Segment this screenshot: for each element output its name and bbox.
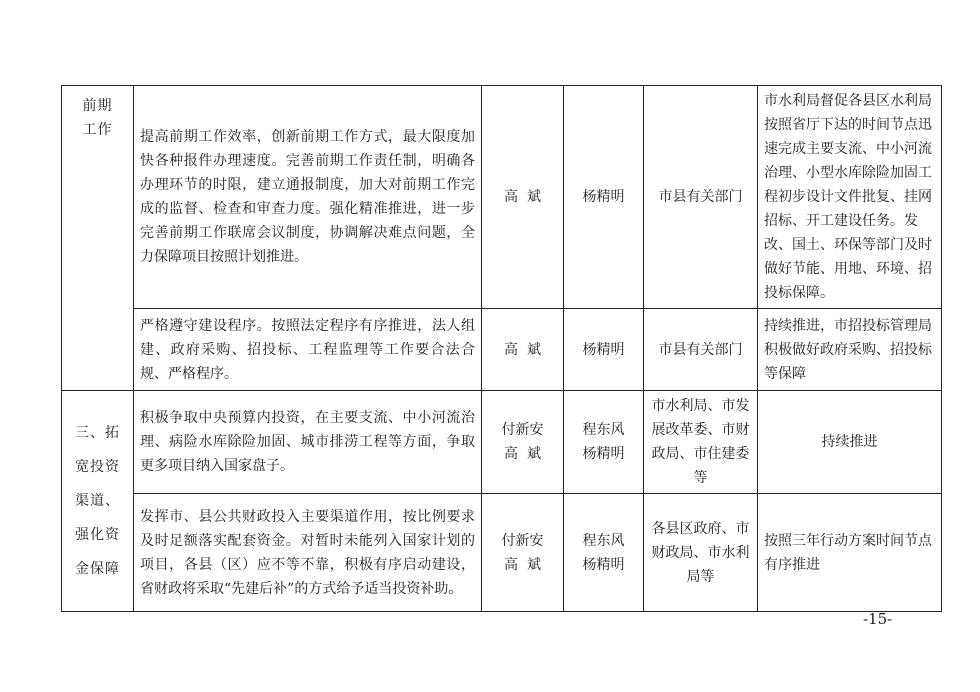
- content-cell: 严格遵守建设程序。按照法定程序有序推进，法人组建、政府采购、招投标、工程监理等工作要合法合规、严格程序。: [134, 309, 482, 391]
- notes-cell: 持续推进: [758, 391, 942, 494]
- page-number: -15-: [863, 610, 893, 628]
- leader-cell: 付新安 高 斌: [482, 494, 564, 612]
- content-cell: 提高前期工作效率，创新前期工作方式，最大限度加快各种报件办理速度。完善前期工作责任制，明确各办理环节的时限，建立通报制度，加大对前期工作完成的监督、检查和审查力度。强化精准推进，进一步完善前期工作联席会议制度，协调解决难点问题，全力保障项目按照计划推进。: [134, 86, 482, 309]
- department-cell: 市县有关部门: [644, 309, 758, 391]
- category-cell: 三、拓宽投资渠道、强化资金保障: [62, 391, 134, 612]
- leader-cell: 高 斌: [482, 309, 564, 391]
- responsible-cell: 程东风 杨精明: [564, 494, 644, 612]
- notes-cell: 按照三年行动方案时间节点有序推进: [758, 494, 942, 612]
- responsible-cell: 程东风 杨精明: [564, 391, 644, 494]
- table-row: [62, 309, 942, 391]
- task-table: [61, 85, 942, 612]
- leader-cell: 付新安 高 斌: [482, 391, 564, 494]
- department-cell: 各县区政府、市财政局、市水利局等: [644, 494, 758, 612]
- responsible-cell: 杨精明: [564, 309, 644, 391]
- notes-cell: 持续推进，市招投标管理局积极做好政府采购、招投标等保障: [758, 309, 942, 391]
- content-cell: 积极争取中央预算内投资，在主要支流、中小河流治理、病险水库除险加固、城市排涝工程等方面，争取更多项目纳入国家盘子。: [134, 391, 482, 494]
- department-cell: 市水利局、市发展改革委、市财政局、市住建委等: [644, 391, 758, 494]
- table-row: [62, 494, 942, 612]
- category-cell: 前期 工作: [62, 86, 134, 391]
- responsible-cell: 杨精明: [564, 86, 644, 309]
- table-row: [62, 86, 942, 309]
- notes-cell: 市水利局督促各县区水利局按照省厅下达的时间节点迅速完成主要支流、中小河流治理、小型水库除险加固工程初步设计文件批复、挂网招标、开工建设任务。发改、国土、环保等部门及时做好节能、用地、环境、招投标保障。: [758, 86, 942, 309]
- leader-cell: 高 斌: [482, 86, 564, 309]
- department-cell: 市县有关部门: [644, 86, 758, 309]
- content-cell: 发挥市、县公共财政投入主要渠道作用，按比例要求及时足额落实配套资金。对暂时未能列入国家计划的项目，各县（区）应不等不靠，积极有序启动建设，省财政将采取“先建后补”的方式给予适当投资补助。: [134, 494, 482, 612]
- table-row: [62, 391, 942, 494]
